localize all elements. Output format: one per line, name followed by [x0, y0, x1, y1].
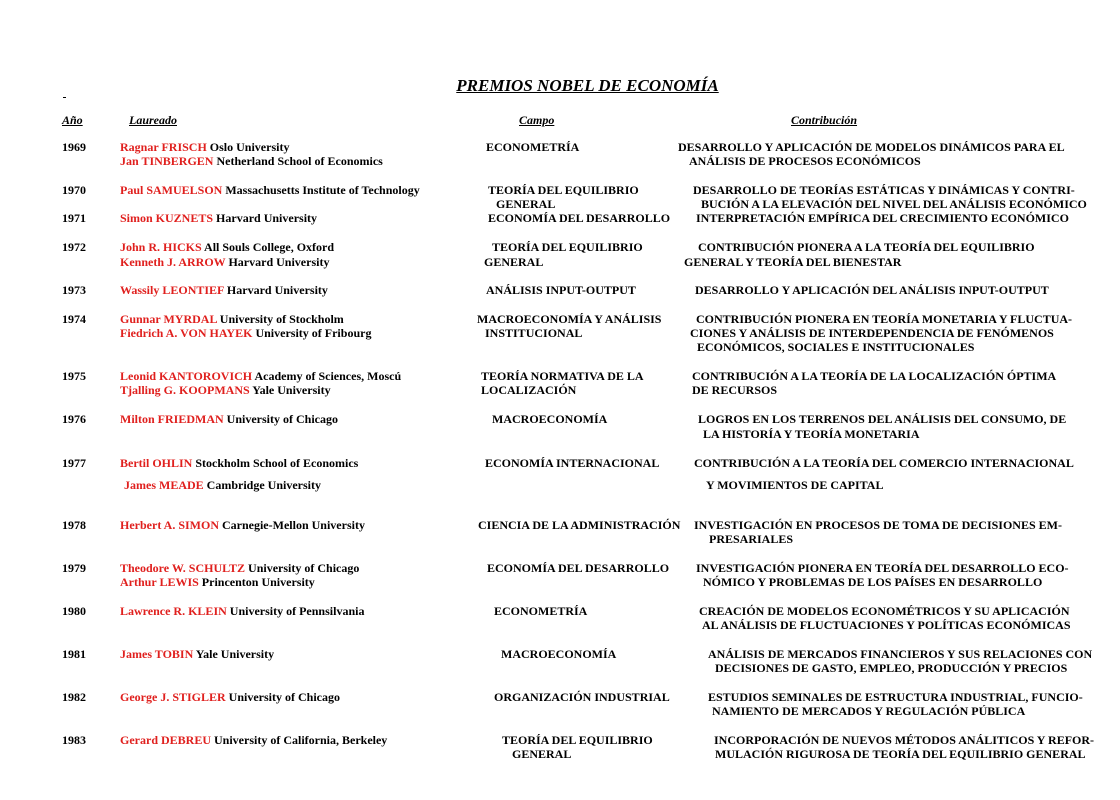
laureate-name: Theodore W. SCHULTZ: [120, 561, 246, 575]
laureate-line: [120, 140, 289, 154]
field-cell: TEORÍA DEL EQUILIBRIO: [492, 240, 643, 254]
field-cell: ORGANIZACIÓN INDUSTRIAL: [494, 690, 670, 704]
header-field: Campo: [519, 113, 555, 127]
year-cell: 1977: [62, 456, 86, 470]
laureate-affiliation: All Souls College, Oxford: [201, 240, 335, 254]
laureate-affiliation: University of Pennsilvania: [226, 604, 365, 618]
laureate-name: Simon KUZNETS: [120, 211, 214, 225]
field-cell: ANÁLISIS INPUT-OUTPUT: [486, 283, 636, 297]
laureate-name: Lawrence R. KLEIN: [120, 604, 227, 618]
field-cell: GENERAL: [496, 197, 556, 211]
laureate-affiliation: Yale University: [193, 647, 275, 661]
laureate-affiliation: Yale University: [249, 383, 331, 397]
header-contribution: Contribución: [791, 113, 858, 127]
field-cell: MACROECONOMÍA: [492, 412, 608, 426]
contribution-cell: NAMIENTO DE MERCADOS Y REGULACIÓN PÚBLICA: [712, 704, 1026, 718]
laureate-affiliation: Netherland School of Economics: [213, 154, 383, 168]
laureate-line: [120, 647, 274, 661]
field-cell: TEORÍA NORMATIVA DE LA: [481, 369, 644, 383]
field-cell: MACROECONOMÍA: [501, 647, 617, 661]
year-cell: 1969: [62, 140, 86, 154]
contribution-cell: AL ANÁLISIS DE FLUCTUACIONES Y POLÍTICAS ECONÓMICAS: [702, 618, 1071, 632]
laureate-affiliation: Oslo University: [206, 140, 290, 154]
contribution-cell: LA HISTORÍA Y TEORÍA MONETARIA: [703, 427, 920, 441]
contribution-cell: MULACIÓN RIGUROSA DE TEORÍA DEL EQUILIBRIO GENERAL: [715, 747, 1086, 761]
year-cell: 1982: [62, 690, 86, 704]
contribution-cell: CONTRIBUCIÓN PIONERA EN TEORÍA MONETARIA Y FLUCTUA-: [696, 312, 1073, 326]
laureate-line: [120, 154, 383, 168]
laureate-line: [120, 326, 371, 340]
laureate-affiliation: University of Chicago: [223, 412, 338, 426]
contribution-cell: LOGROS EN LOS TERRENOS DEL ANÁLISIS DEL CONSUMO, DE: [698, 412, 1067, 426]
year-cell: 1979: [62, 561, 86, 575]
laureate-name: Arthur LEWIS: [120, 575, 199, 589]
contribution-cell: ESTUDIOS SEMINALES DE ESTRUCTURA INDUSTRIAL, FUNCIO-: [708, 690, 1083, 704]
laureate-line: [120, 412, 338, 426]
field-cell: ECONOMÍA DEL DESARROLLO: [488, 211, 671, 225]
laureate-name: Tjalling G. KOOPMANS: [120, 383, 250, 397]
laureate-affiliation: Harvard University: [223, 283, 328, 297]
laureate-affiliation: Harvard University: [225, 255, 330, 269]
year-cell: 1970: [62, 183, 86, 197]
laureate-name: James MEADE: [124, 478, 204, 492]
contribution-cell: INCORPORACIÓN DE NUEVOS MÉTODOS ANÁLITICOS Y REFOR-: [714, 733, 1095, 747]
laureate-name: Paul SAMUELSON: [120, 183, 223, 197]
laureate-line: [120, 383, 331, 397]
laureate-name: Gerard DEBREU: [120, 733, 211, 747]
laureate-name: George J. STIGLER: [120, 690, 226, 704]
laureate-affiliation: University of Stockholm: [216, 312, 344, 326]
contribution-cell: INTERPRETACIÓN EMPÍRICA DEL CRECIMIENTO ECONÓMICO: [696, 211, 1069, 225]
laureate-name: Bertil OHLIN: [120, 456, 193, 470]
laureate-affiliation: University of Chicago: [245, 561, 360, 575]
year-cell: 1983: [62, 733, 86, 747]
page-title: PREMIOS NOBEL DE ECONOMÍA: [456, 76, 719, 95]
contribution-cell: INVESTIGACIÓN EN PROCESOS DE TOMA DE DECISIONES EM-: [694, 518, 1062, 532]
contribution-cell: CIONES Y ANÁLISIS DE INTERDEPENDENCIA DE FENÓMENOS: [690, 326, 1054, 340]
field-cell: ECONOMETRÍA: [494, 604, 588, 618]
laureate-line: [120, 575, 315, 589]
laureate-name: Fiedrich A. VON HAYEK: [120, 326, 253, 340]
contribution-cell: DESARROLLO DE TEORÍAS ESTÁTICAS Y DINÁMICAS Y CONTRI-: [693, 183, 1075, 197]
laureate-line: [120, 518, 365, 532]
laureate-affiliation: Massachusetts Institute of Technology: [222, 183, 420, 197]
field-cell: TEORÍA DEL EQUILIBRIO: [488, 183, 639, 197]
field-cell: ECONOMÍA DEL DESARROLLO: [487, 561, 670, 575]
year-cell: 1976: [62, 412, 86, 426]
laureate-line: [120, 211, 317, 225]
field-cell: LOCALIZACIÓN: [481, 383, 577, 397]
contribution-cell: DESARROLLO Y APLICACIÓN DE MODELOS DINÁMICOS PARA EL: [678, 140, 1065, 154]
year-cell: 1971: [62, 211, 86, 225]
contribution-cell: DESARROLLO Y APLICACIÓN DEL ANÁLISIS INPUT-OUTPUT: [695, 283, 1049, 297]
laureate-name: Kenneth J. ARROW: [120, 255, 226, 269]
laureate-affiliation: Stockholm School of Economics: [192, 456, 359, 470]
year-cell: 1980: [62, 604, 86, 618]
header-laureate: Laureado: [129, 113, 177, 127]
contribution-cell: CONTRIBUCIÓN A LA TEORÍA DE LA LOCALIZACIÓN ÓPTIMA: [692, 369, 1057, 383]
divider-mark: [63, 97, 66, 98]
laureate-name: Jan TINBERGEN: [120, 154, 214, 168]
contribution-cell: CONTRIBUCIÓN A LA TEORÍA DEL COMERCIO INTERNACIONAL: [694, 456, 1074, 470]
laureate-name: Herbert A. SIMON: [120, 518, 219, 532]
laureate-line: [120, 369, 401, 383]
year-cell: 1973: [62, 283, 86, 297]
contribution-cell: BUCIÓN A LA ELEVACIÓN DEL NIVEL DEL ANÁLISIS ECONÓMICO: [701, 197, 1087, 211]
contribution-cell: DE RECURSOS: [692, 383, 778, 397]
field-cell: ECONOMETRÍA: [486, 140, 580, 154]
laureate-affiliation: Princenton University: [198, 575, 315, 589]
laureate-affiliation: Academy of Sciences, Moscú: [252, 369, 402, 383]
laureate-affiliation: Harvard University: [213, 211, 318, 225]
field-cell: CIENCIA DE LA ADMINISTRACIÓN: [478, 518, 681, 532]
year-cell: 1972: [62, 240, 86, 254]
laureate-affiliation: Carnegie-Mellon University: [218, 518, 365, 532]
contribution-cell: INVESTIGACIÓN PIONERA EN TEORÍA DEL DESARROLLO ECO-: [696, 561, 1069, 575]
laureate-line: [120, 283, 328, 297]
year-cell: 1981: [62, 647, 86, 661]
contribution-cell: ANÁLISIS DE MERCADOS FINANCIEROS Y SUS RELACIONES CON: [708, 647, 1093, 661]
laureate-line: [120, 604, 364, 618]
laureate-affiliation: University of Fribourg: [252, 326, 372, 340]
contribution-cell: ECONÓMICOS, SOCIALES E INSTITUCIONALES: [697, 340, 975, 354]
laureate-line: [120, 561, 359, 575]
laureate-name: Leonid KANTOROVICH: [120, 369, 253, 383]
laureate-line: [120, 690, 340, 704]
year-cell: 1978: [62, 518, 86, 532]
contribution-cell: CONTRIBUCIÓN PIONERA A LA TEORÍA DEL EQUILIBRIO: [698, 240, 1035, 254]
laureate-name: Wassily LEONTIEF: [120, 283, 224, 297]
laureate-name: Gunnar MYRDAL: [120, 312, 217, 326]
field-cell: INSTITUCIONAL: [485, 326, 583, 340]
field-cell: MACROECONOMÍA Y ANÁLISIS: [477, 312, 662, 326]
contribution-cell: Y MOVIMIENTOS DE CAPITAL: [706, 478, 884, 492]
laureate-line: [120, 255, 329, 269]
field-cell: GENERAL: [512, 747, 572, 761]
laureate-line: [120, 183, 420, 197]
laureate-line: [120, 240, 334, 254]
laureate-name: James TOBIN: [120, 647, 194, 661]
laureate-affiliation: University of California, Berkeley: [211, 733, 388, 747]
laureate-line: [120, 456, 358, 470]
laureate-name: John R. HICKS: [120, 240, 202, 254]
laureate-name: Ragnar FRISCH: [120, 140, 207, 154]
laureate-affiliation: University of Chicago: [225, 690, 340, 704]
laureate-name: Milton FRIEDMAN: [120, 412, 224, 426]
header-year: Año: [62, 113, 83, 127]
laureate-line: [120, 312, 344, 326]
contribution-cell: GENERAL Y TEORÍA DEL BIENESTAR: [684, 255, 902, 269]
contribution-cell: CREACIÓN DE MODELOS ECONOMÉTRICOS Y SU APLICACIÓN: [699, 604, 1070, 618]
field-cell: GENERAL: [484, 255, 544, 269]
field-cell: TEORÍA DEL EQUILIBRIO: [502, 733, 653, 747]
contribution-cell: DECISIONES DE GASTO, EMPLEO, PRODUCCIÓN Y PRECIOS: [715, 661, 1068, 675]
laureate-line: [120, 733, 387, 747]
contribution-cell: ANÁLISIS DE PROCESOS ECONÓMICOS: [689, 154, 921, 168]
laureate-affiliation: Cambridge University: [203, 478, 321, 492]
contribution-cell: NÓMICO Y PROBLEMAS DE LOS PAÍSES EN DESARROLLO: [703, 575, 1043, 589]
field-cell: ECONOMÍA INTERNACIONAL: [485, 456, 660, 470]
laureate-line: [124, 478, 321, 492]
contribution-cell: PRESARIALES: [709, 532, 794, 546]
year-cell: 1974: [62, 312, 86, 326]
year-cell: 1975: [62, 369, 86, 383]
